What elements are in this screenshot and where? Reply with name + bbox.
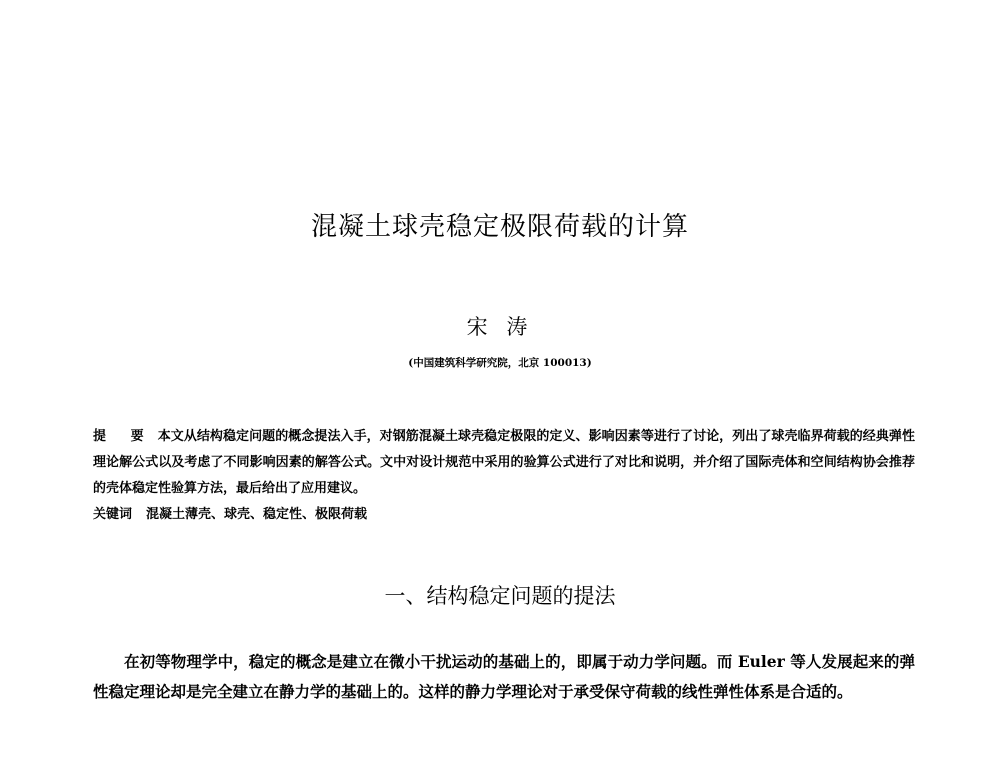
abstract: [93, 424, 915, 502]
keywords: [93, 502, 367, 528]
author-affiliation: (中国建筑科学研究院，北京 100013): [408, 357, 592, 369]
paper-title: 混凝土球壳稳定极限荷载的计算: [310, 212, 689, 242]
abstract-heading: 提 要: [93, 429, 154, 444]
keywords-heading: 关键词: [93, 507, 133, 522]
body-text: [93, 647, 915, 707]
section-heading: 一、结构稳定问题的提法: [384, 584, 616, 608]
body-paragraph: 在初等物理学中，稳定的概念是建立在微小干扰运动的基础上的，即属于动力学问题。而 Euler 等人发展起来的弹性稳定理论却是完全建立在静力学的基础上的。这样的静力学理论对于承受保守荷载的线性弹性体系是合适的。: [93, 652, 915, 701]
abstract-text: 本文从结构稳定问题的概念提法入手，对钢筋混凝土球壳稳定极限的定义、影响因素等进行了讨论，列出了球壳临界荷载的经典弹性理论解公式以及考虑了不同影响因素的解答公式。文中对设计规范中采用的验算公式进行了对比和说明，并介绍了国际壳体和空间结构协会推荐的壳体稳定性验算方法，最后给出了应用建议。: [93, 429, 915, 496]
keywords-text: 混凝土薄壳、球壳、稳定性、极限荷载: [146, 507, 368, 522]
author-name: 宋 涛: [466, 315, 534, 339]
